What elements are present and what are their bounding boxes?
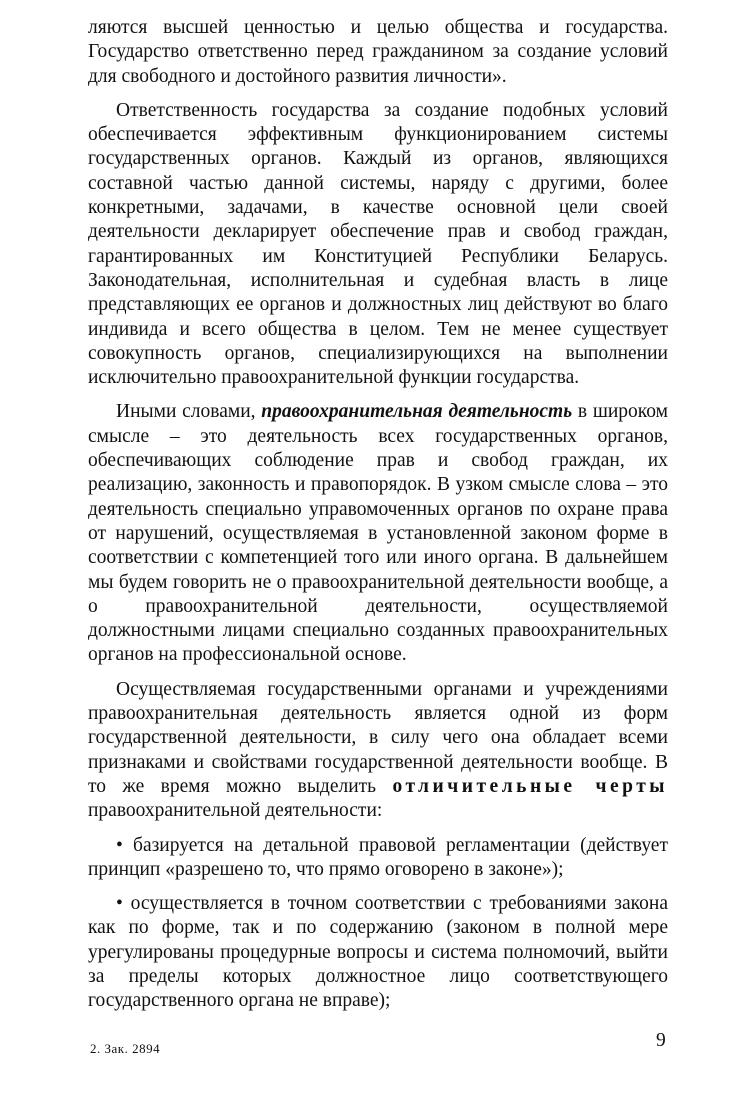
definition-lead-text: Иными словами, <box>116 401 262 423</box>
term-distinctive-features: отличительные черты <box>392 775 668 797</box>
features-lead-text: Осуществляемая государственными органами и учреждениями правоохранительная деятельность является одной из форм государственной деятельности, в силу чего она обладает всеми признаками и свойствами государственной деятельности вообще. В то же время можно выделить <box>88 678 668 797</box>
bullet-item-regulation: • базируется на детальной правовой регламентации (действует принцип «разрешено то, что прямо оговорено в законе»); <box>88 834 668 880</box>
paragraph-continuation: ляются высшей ценностью и целью общества и государства. Государство ответственно перед гражданином за создание условий для свободного и достойного развития личности». <box>88 17 668 87</box>
paragraph-distinctive-features <box>88 678 668 824</box>
term-law-enforcement-activity: правоохранительная деятельность <box>261 401 573 423</box>
page-body <box>88 16 668 1014</box>
features-tail-text: правоохранительной деятельности: <box>88 800 383 822</box>
bullet-item-compliance: • осуществляется в точном соответствии с требованиями закона как по форме, так и по содержанию (законом в полной мере урегулированы процедурные вопросы и система полномочий, выйти за пределы которых должностное лицо соответствующего государственного органа не вправе); <box>88 893 668 1012</box>
definition-body-text: в широком смысле – это деятельность всех государственных органов, обеспечивающих соблюдение прав и свобод граждан, их реализацию, законность и правопорядок. В узком смысле слова – это деятельность специально управомоченных органов по охране права от нарушений, осуществляемая в установленной законом форме в соответствии с компетенцией того или иного органа. В дальнейшем мы будем говорить не о правоохранительной деятельности вообще, а о правоохранительной деятельности, осуществляемой должностными лицами специально созданных правоохранительных органов на профессиональной основе. <box>88 401 668 666</box>
paragraph-responsibility: Ответственность государства за создание подобных условий обеспечивается эффективным функционированием системы государственных органов. Каждый из органов, являющихся составной частью данной системы, наряду с другими, более конкретными, задачами, в качестве основной цели своей деятельности декларирует обеспечение прав и свобод граждан, гарантированных им Конституцией Республики Беларусь. Законодательная, исполнительная и судебная власть в лице представляющих ее органов и должностных лиц действуют во благо индивида и всего общества в целом. Тем не менее существует совокупность органов, специализирующихся на выполнении исключительно правоохранительной функции государства. <box>88 99 668 389</box>
paragraph-definition <box>88 400 668 667</box>
page-number: 9 <box>656 1030 666 1051</box>
printing-order-code: 2. Зак. 2894 <box>90 1041 161 1056</box>
